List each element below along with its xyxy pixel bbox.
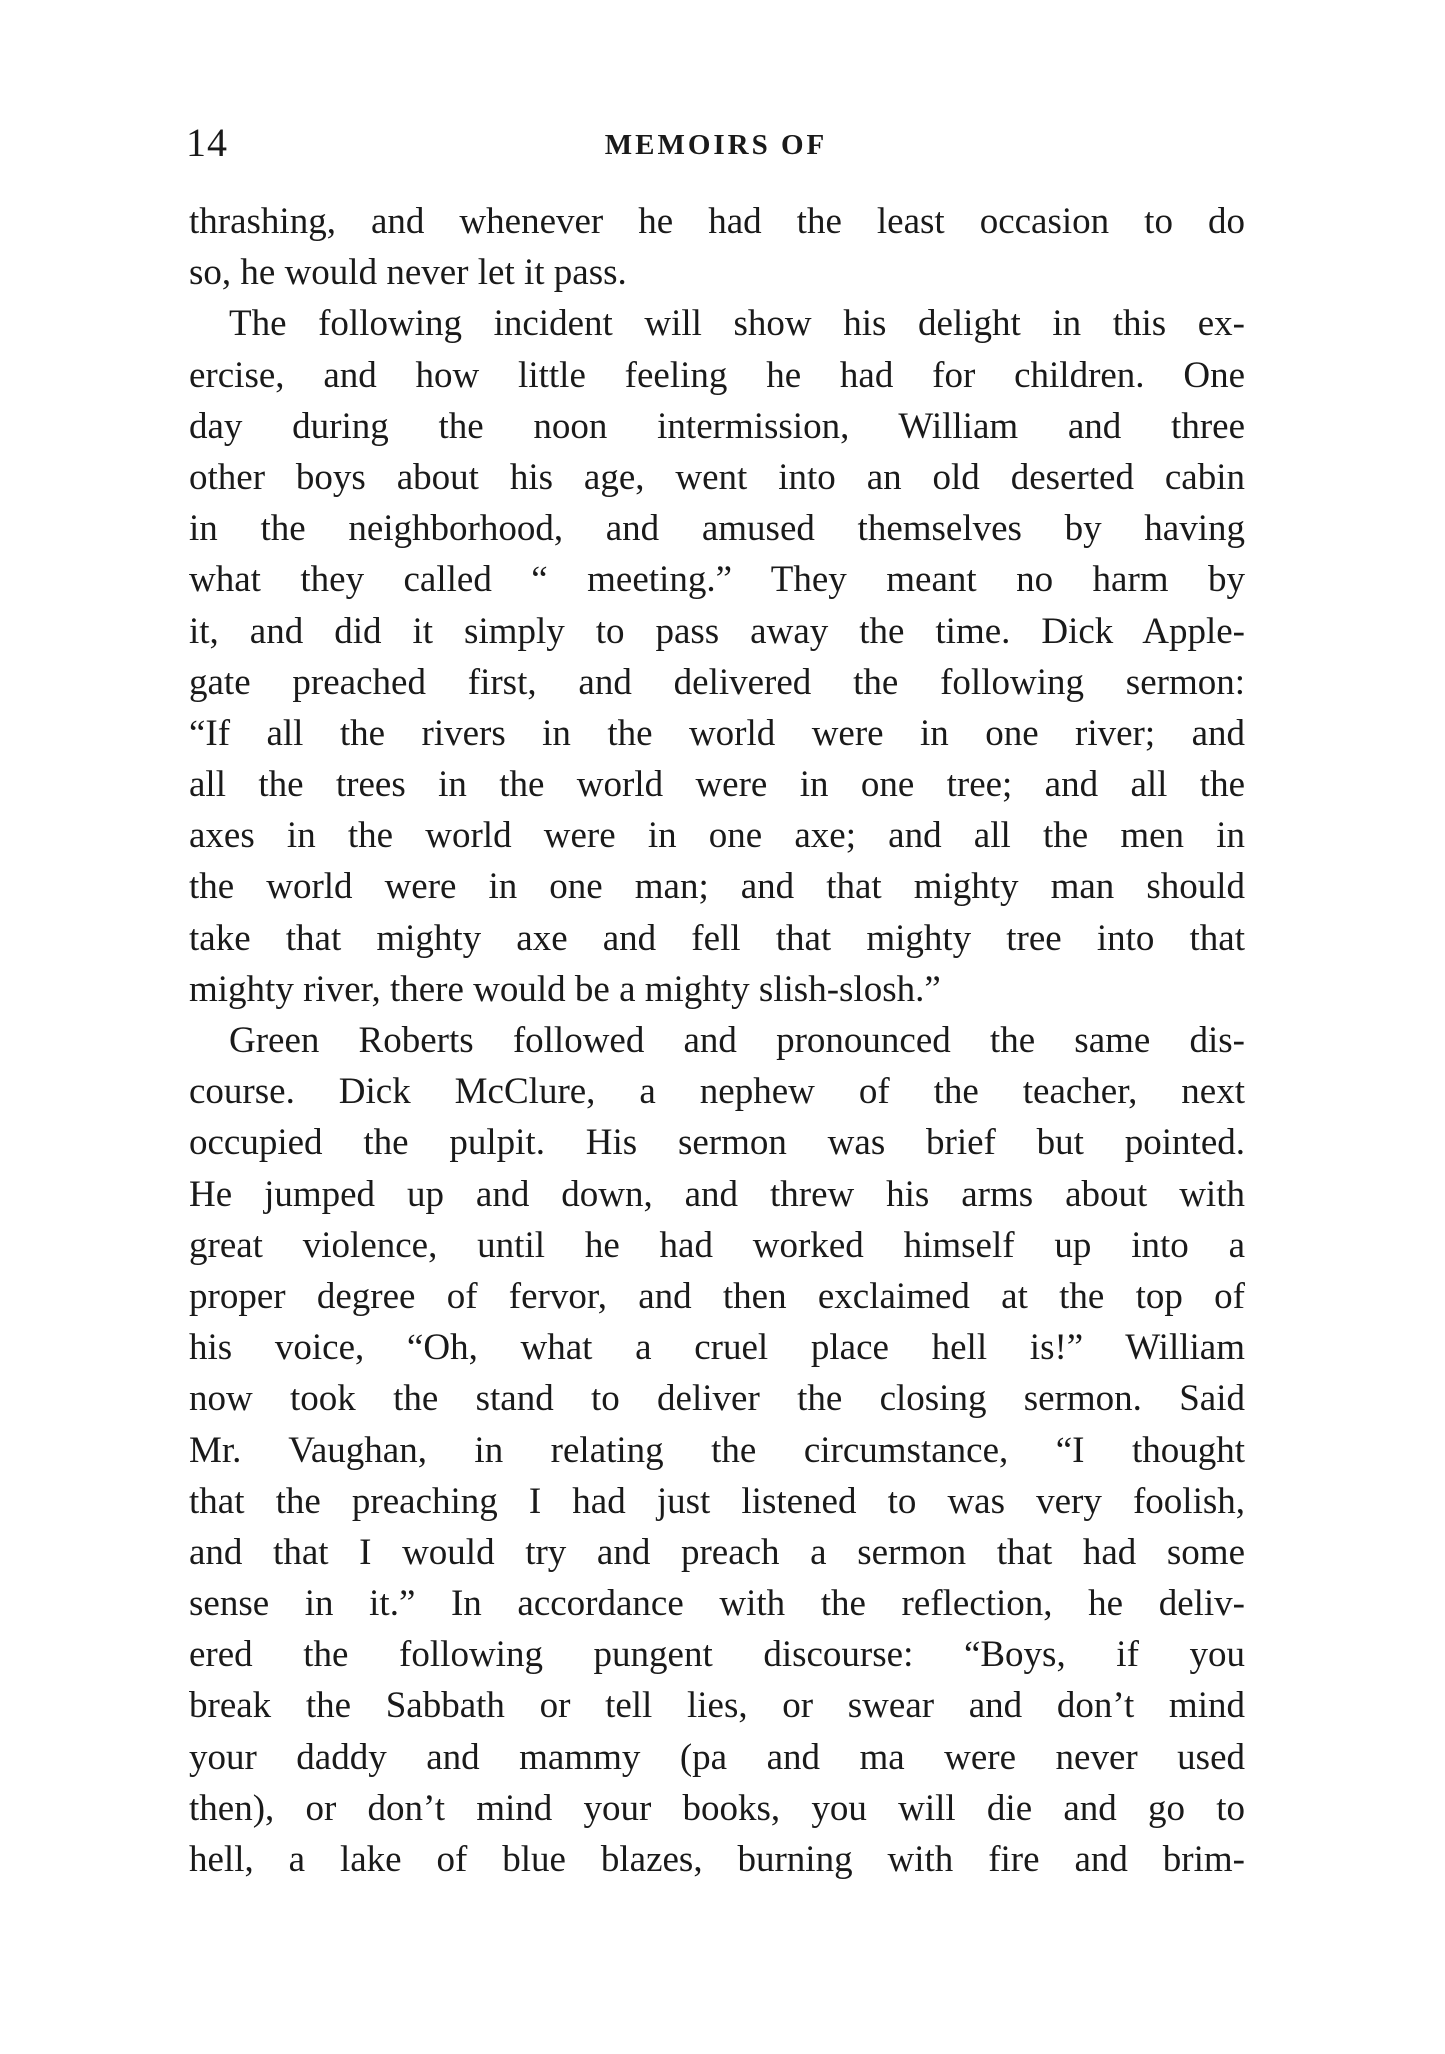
running-head [186, 118, 1246, 168]
text-line: occupied the pulpit. His sermon was brief but pointed. [189, 1122, 1245, 1164]
text-line: Green Roberts followed and pronounced the same dis- [229, 1020, 1245, 1061]
text-line: your daddy and mammy (pa and ma were never used [189, 1736, 1245, 1778]
text-line: course. Dick McClure, a nephew of the teacher, next [189, 1071, 1245, 1113]
text-line: so, he would never let it pass. [189, 252, 627, 294]
text-line: break the Sabbath or tell lies, or swear and don’t mind [189, 1685, 1245, 1727]
running-title: MEMOIRS OF [604, 129, 828, 161]
text-line: and that I would try and preach a sermon that had some [189, 1531, 1245, 1573]
text-line: take that mighty axe and fell that mighty tree into that [189, 917, 1245, 959]
page-number: 14 [186, 120, 228, 165]
text-line: mighty river, there would be a mighty slish-slosh.” [189, 968, 941, 1010]
text-line: thrashing, and whenever he had the least occasion to do [189, 201, 1245, 242]
text-line: his voice, “Oh, what a cruel place hell is!” William [189, 1327, 1245, 1369]
text-line: hell, a lake of blue blazes, burning with fire and brim- [189, 1839, 1245, 1880]
text-line: the world were in one man; and that mighty man should [189, 866, 1245, 908]
text-line: sense in it.” In accordance with the reflection, he deliv- [189, 1583, 1245, 1625]
text-line: Mr. Vaughan, in relating the circumstance, “I thought [189, 1429, 1245, 1471]
text-line: then), or don’t mind your books, you will die and go to [189, 1787, 1245, 1829]
body-text [189, 196, 1245, 1885]
text-line: other boys about his age, went into an old deserted cabin [189, 456, 1245, 498]
text-line: that the preaching I had just listened to was very foolish, [189, 1480, 1245, 1522]
text-line: day during the noon intermission, William and three [189, 405, 1245, 447]
text-line: ercise, and how little feeling he had for children. One [189, 354, 1245, 396]
text-line: gate preached first, and delivered the following sermon: [189, 661, 1245, 703]
text-line: now took the stand to deliver the closing sermon. Said [189, 1378, 1245, 1420]
text-line: great violence, until he had worked himself up into a [189, 1224, 1245, 1266]
text-line: it, and did it simply to pass away the time. Dick Apple- [189, 610, 1245, 652]
text-line: He jumped up and down, and threw his arms about with [189, 1173, 1245, 1215]
text-line: proper degree of fervor, and then exclaimed at the top of [189, 1275, 1245, 1317]
text-line: axes in the world were in one axe; and all the men in [189, 815, 1245, 857]
text-line: “If all the rivers in the world were in one river; and [189, 712, 1245, 754]
text-line: all the trees in the world were in one tree; and all the [189, 764, 1245, 806]
text-line: The following incident will show his delight in this ex- [229, 303, 1245, 345]
text-line: in the neighborhood, and amused themselves by having [189, 508, 1245, 550]
text-line: what they called “ meeting.” They meant no harm by [189, 559, 1245, 601]
text-line: ered the following pungent discourse: “Boys, if you [189, 1634, 1245, 1676]
